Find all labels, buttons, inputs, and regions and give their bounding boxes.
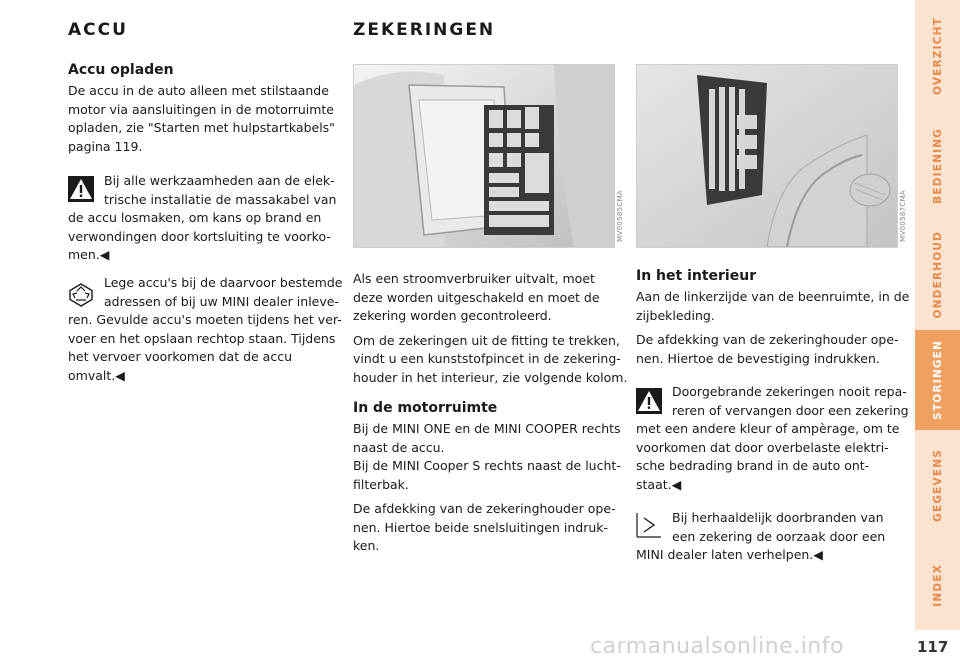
text-line: Lege accu's bij de daarvoor bestemde (104, 275, 343, 290)
accu-paragraph (68, 82, 348, 156)
tab-label: OVERZICHT (931, 16, 944, 95)
accu-warning-text (68, 172, 350, 265)
text-line: De afdekking van de zekeringhouder ope- (353, 501, 616, 516)
engine-fuse-box-illustration (354, 65, 614, 247)
text-line: houder in het interieur, zie volgende kolom. (353, 369, 628, 385)
text-line: het vervoer voorkomen dat de accu (68, 349, 292, 364)
text-line: filterbak. (353, 476, 409, 492)
tab-storingen[interactable] (915, 330, 960, 430)
text-line: vindt u een kunststofpincet in de zekering- (353, 351, 621, 366)
text-line: trische installatie de massakabel van (104, 191, 337, 207)
text-line: Doorgebrande zekeringen nooit repa- (672, 384, 907, 399)
section-title-zekeringen: ZEKERINGEN (353, 20, 496, 40)
motorruimte-text (353, 420, 633, 556)
text-line: ren. Gevulde accu's moeten tijdens het ver- (68, 312, 342, 327)
text-line: men.◀ (68, 247, 110, 262)
photo-code-left: MV00585CMA (616, 190, 624, 242)
text-line: De afdekking van de zekeringhouder ope- (636, 332, 899, 347)
text-line: nen. Hiertoe de bevestiging indrukken. (636, 350, 880, 366)
text-line: met een andere kleur of ampèrage, om te (636, 421, 900, 436)
interior-fuse-box-illustration (637, 65, 897, 247)
interieur-warning-text (636, 383, 914, 494)
text-line: voer en het opslaan rechtop staan. Tijdens (68, 330, 336, 346)
zekeringen-intro (353, 270, 633, 387)
chapter-sidebar (915, 0, 960, 663)
text-line: voorkomen dat door overbelaste elektri- (636, 439, 889, 455)
text-line: naast de accu. (353, 439, 445, 455)
text-line: Als een stroomverbruiker uitvalt, moet (353, 271, 595, 286)
interieur-text (636, 288, 912, 368)
section-title-accu: ACCU (68, 20, 128, 40)
text-line: MINI dealer laten verhelpen.◀ (636, 547, 823, 562)
text-line: nen. Hiertoe beide snelsluitingen indruk- (353, 519, 609, 535)
text-line: verwondingen door kortsluiting te voorko- (68, 228, 331, 244)
text-line: Aan de linkerzijde van de beenruimte, in de (636, 289, 910, 304)
tab-label: STORINGEN (931, 340, 944, 420)
tab-label: ONDERHOUD (931, 231, 944, 319)
text-line: Om de zekeringen uit de fitting te trekken, (353, 332, 620, 348)
tab-label: BEDIENING (931, 128, 944, 204)
text-line: adressen of bij uw MINI dealer inleve- (104, 293, 339, 309)
text-line: zijbekleding. (636, 307, 715, 323)
watermark-text: carmanualsonline.info (590, 634, 844, 659)
text-line: Bij herhaaldelijk doorbranden van (672, 510, 884, 525)
text-line: Bij de MINI ONE en de MINI COOPER rechts (353, 421, 621, 436)
page-number: 117 (917, 638, 949, 656)
tab-gegevens[interactable] (915, 430, 960, 540)
subtitle-motorruimte: In de motorruimte (353, 400, 498, 416)
engine-fuse-box-photo (353, 64, 615, 248)
tab-overzicht[interactable] (915, 0, 960, 112)
photo-code-right: MV00587CMA (899, 190, 907, 242)
tab-label: GEGEVENS (931, 448, 944, 522)
text-line: omvalt.◀ (68, 367, 125, 383)
tab-onderhoud[interactable] (915, 220, 960, 330)
text-line: staat.◀ (636, 476, 682, 492)
text-line: opladen, zie "Starten met hulpstartkabels" (68, 120, 335, 135)
text-line: reren of vervangen door een zekering (672, 402, 909, 418)
subtitle-interieur: In het interieur (636, 268, 757, 284)
text-line: De accu in de auto alleen met stilstaande (68, 83, 329, 98)
text-line: pagina 119. (68, 138, 143, 154)
tab-label: INDEX (931, 563, 944, 607)
text-line: de accu losmaken, om kans op brand en (68, 210, 322, 225)
text-line: ken. (353, 538, 380, 553)
text-line: sche bedrading brand in de auto ont- (636, 458, 870, 473)
tab-bediening[interactable] (915, 112, 960, 220)
text-line: zekering worden gecontroleerd. (353, 308, 552, 323)
text-line: Bij de MINI Cooper S rechts naast de lucht- (353, 458, 621, 473)
interior-fuse-box-photo (636, 64, 898, 248)
subtitle-accu-opladen: Accu opladen (68, 62, 174, 78)
interieur-info-text (636, 509, 914, 565)
text-line: Bij alle werkzaamheden aan de elek- (104, 173, 335, 188)
text-line: een zekering de oorzaak door een (672, 528, 886, 544)
text-line: motor via aansluitingen in de motorruimte (68, 101, 334, 117)
text-line: deze worden uitgeschakeld en moet de (353, 289, 600, 305)
tab-index[interactable] (915, 540, 960, 630)
accu-eco-text (68, 274, 352, 385)
